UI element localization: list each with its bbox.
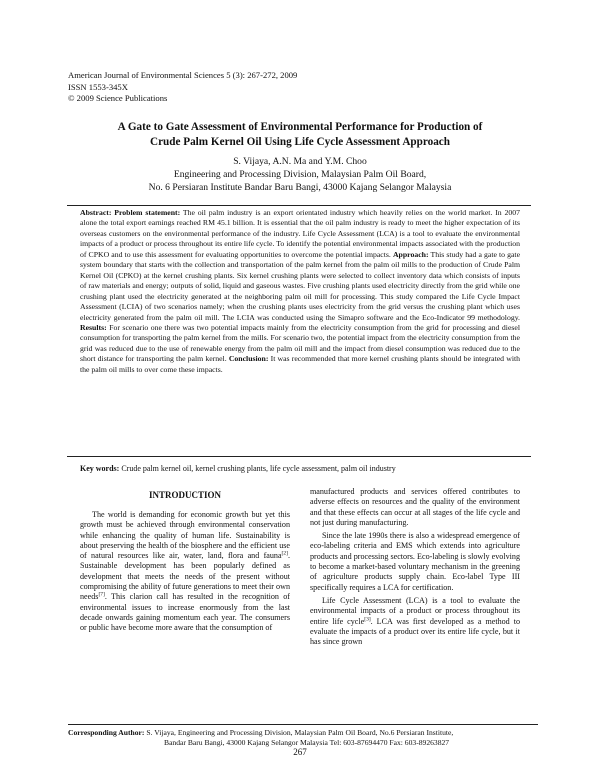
body-column-right: [310, 487, 520, 647]
citation-3: [3]: [364, 615, 371, 622]
keywords-label: Key words:: [80, 464, 120, 473]
affiliation-line-1: Engineering and Processing Division, Malaysian Palm Oil Board,: [173, 169, 427, 180]
title-line-1: A Gate to Gate Assessment of Environmental Performance for Production of: [117, 121, 483, 133]
journal-citation: American Journal of Environmental Sciences 5 (3): 267-272, 2009: [68, 70, 298, 80]
approach-label: Approach:: [392, 249, 429, 259]
intro-p3-part-b: . LCA was first developed as a method to evaluate the impacts of a product over its entire life cycle, but it has since grown: [310, 616, 520, 647]
intro-paragraph-3: [310, 596, 520, 647]
corresponding-line-2: Bandar Baru Bangi, 43000 Kajang Selangor Malaysia Tel: 603-87694470 Fax: 603-89263827: [164, 737, 450, 747]
intro-p1-part-b: . Sustainable development has been popularly defined as development that meets the needs of the present without compromising the ability of future generations to meet their own needs: [80, 551, 290, 602]
intro-paragraph-1: [80, 510, 290, 634]
abstract-label: Abstract:: [80, 208, 112, 217]
body-column-left: [80, 490, 290, 634]
corresponding-line-1: S. Vijaya, Engineering and Processing Division, Malaysian Palm Oil Board, No.6 Persiaran Institute,: [144, 728, 454, 737]
author-block: [68, 155, 532, 194]
journal-copyright: © 2009 Science Publications: [68, 93, 168, 103]
citation-7: [7]: [98, 591, 105, 598]
results-label: Results:: [80, 322, 107, 332]
journal-header: [68, 70, 297, 105]
problem-statement-text: The oil palm industry is an export orientated industry which heavily relies on the world market. In 2007 alone the total export earnings reached RM 45.1 billion. It is essential that the oil palm industry is ready to meet the higher expectation of its overseas customers on the environmental performance of the industry. Life Cycle Assessment (LCA) is a tool to evaluate the environmental impacts of a product or process throughout its entire life cycle. To identify the potential environmental impacts associated with the production of CPKO and to use this assessment for evaluating opportunities to overcome the potential impacts.: [80, 208, 521, 259]
abstract: [80, 208, 520, 375]
problem-statement-label: Problem statement:: [114, 208, 181, 217]
conclusion-label: Conclusion:: [228, 354, 269, 364]
paper-title: [68, 120, 532, 150]
affiliation-line-2: No. 6 Persiaran Institute Bandar Baru Bangi, 43000 Kajang Selangor Malaysia: [148, 182, 452, 193]
keywords: [80, 464, 520, 474]
introduction-heading: INTRODUCTION: [148, 490, 221, 500]
intro-p3-part-a: Life Cycle Assessment (LCA) is a tool to evaluate the environmental impacts of a product or process throughout its entire life cycle: [310, 595, 520, 626]
keywords-text: Crude palm kernel oil, kernel crushing plants, life cycle assessment, palm oil industry: [119, 464, 396, 473]
approach-text: This study had a gate to gate system boundary that starts with the collection and transportation of the palm kernel from the palm oil mills to the production of Crude Palm Kernel Oil (CPKO) at the kernel crushing plants. Six kernel crushing plants were selected to collect inventory data which consists of inputs of raw materials and energy; outputs of solid, liquid and gaseous wastes. Five crushing plants used electricity directly from the grid while one crushing plant used the electricity generated at the neighboring palm oil mill for processing. This study compared the Life Cycle Impact Assessment (LCIA) of two scenarios namely; when the crushing plants uses electricity from the grid versus the crushing plant which uses electricity generated from the palm oil mill. The LCIA was conducted using the Simapro software and the Eco-Indicator 99 methodology.: [80, 249, 521, 322]
corresponding-author: [68, 724, 538, 747]
intro-p1-part-c: . This clarion call has resulted in the recognition of environmental issues to increase enormously from the last decade onwards gaining momentum each year. The consumers or public have become more aware that the consumption of: [80, 592, 290, 633]
conclusion-text: It was recommended that more kernel crushing plants should be integrated with the palm oil mills to over come these impacts.: [80, 354, 520, 374]
page-number: 267: [293, 747, 307, 757]
author-names: S. Vijaya, A.N. Ma and Y.M. Choo: [233, 156, 367, 167]
intro-p1-part-a: The world is demanding for economic growth but yet this growth must be achieved through environmental conservation while enhancing the quality of human life. Sustainability is about preserving the health of the biosphere and the efficient use of natural resources like air, water, land, flora and fauna: [80, 510, 290, 561]
intro-paragraph-2: Since the late 1990s there is also a widespread emergence of eco-labeling criteria and EMS which extends into agriculture products and processing sectors. Eco-labeling is slowly evolving to become a market-based voluntary mechanism in the greening of agriculture products supply chain. Eco-label Type III specifically requires a LCA for certification.: [310, 531, 520, 592]
citation-2: [2]: [281, 550, 288, 557]
corresponding-label: Corresponding Author:: [68, 728, 145, 737]
intro-paragraph-continued: manufactured products and services offered contributes to adverse effects on resources and the quality of the environment and that these effects can occur at all stages of the life cycle and not just during manufacturing.: [310, 487, 520, 527]
title-line-2: Crude Palm Kernel Oil Using Life Cycle Assessment Approach: [150, 136, 450, 148]
results-text: For scenario one there was two potential impacts mainly from the electricity consumption from the grid for processing and diesel consumption for transporting the palm kernel from the mills. For scenario two, the potential impact from the electricity consumption from the grid was reduced due to the use of renewable energy from the palm oil mill and the impact from diesel consumption was reduced due to the short distance for transporting the palm kernel.: [80, 322, 520, 364]
journal-issn: ISSN 1553-345X: [68, 81, 128, 92]
